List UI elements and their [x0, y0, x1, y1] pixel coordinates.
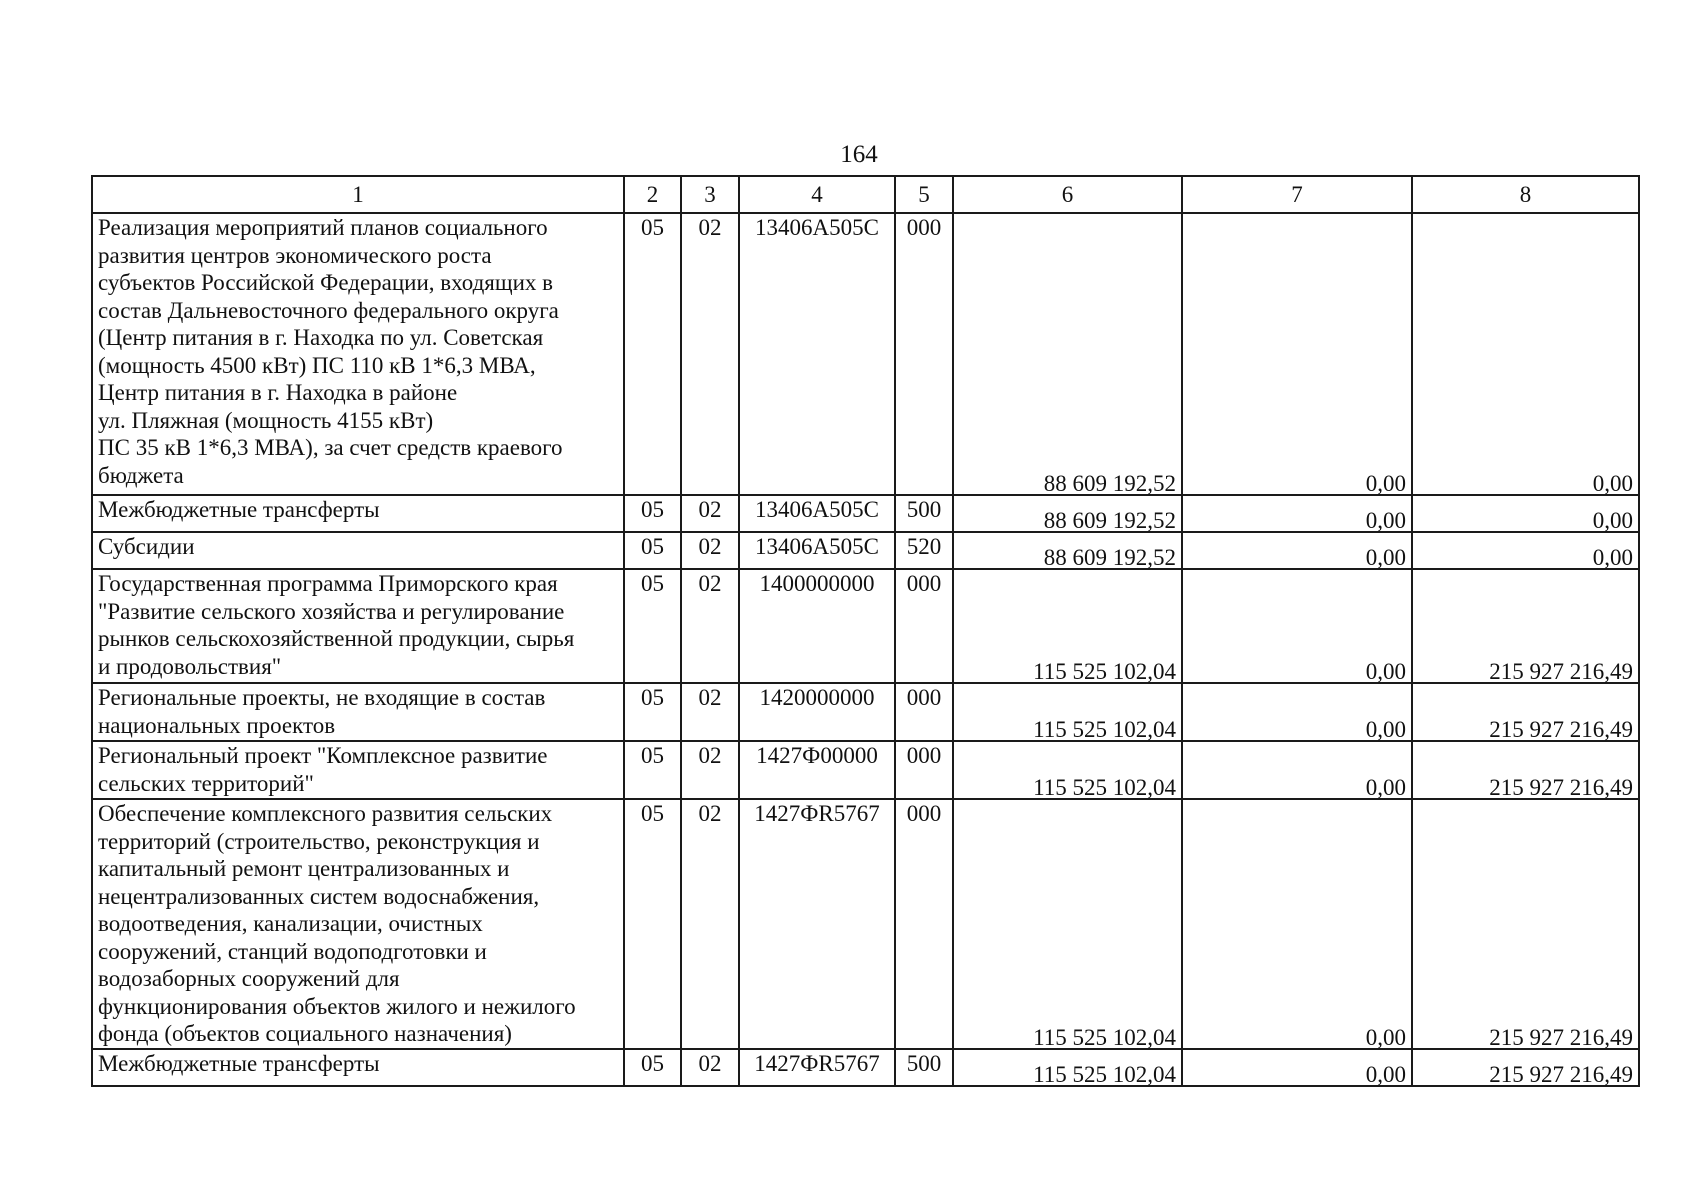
row-amount-c7 — [1182, 799, 1412, 1049]
row-name-line: Региональные проекты, не входящие в состав — [98, 685, 546, 710]
row-name-line: водозаборных сооружений для — [98, 966, 400, 991]
row-code-c3: 02 — [681, 569, 739, 683]
row-name-line: Межбюджетные трансферты — [98, 1051, 380, 1076]
row-amount-value: 115 525 102,04 — [1033, 716, 1176, 742]
col-header-2: 2 — [624, 176, 681, 213]
row-amount-value: 0,00 — [1365, 544, 1406, 570]
row-amount-c7 — [1182, 569, 1412, 683]
row-amount-c8 — [1412, 532, 1639, 569]
row-code-c4: 1400000000 — [739, 569, 895, 683]
row-amount-c8 — [1412, 213, 1639, 495]
row-code-c2: 05 — [624, 532, 681, 569]
table-row — [92, 741, 1639, 799]
row-amount-value: 0,00 — [1365, 716, 1406, 742]
row-amount-c8 — [1412, 569, 1639, 683]
row-name-cell — [92, 1049, 624, 1086]
row-amount-value: 215 927 216,49 — [1489, 774, 1633, 800]
row-name-line: (Центр питания в г. Находка по ул. Советская — [98, 325, 544, 350]
row-code-c5: 500 — [895, 495, 953, 532]
row-code-c4: 1427Ф00000 — [739, 741, 895, 799]
row-code-c5: 000 — [895, 213, 953, 495]
row-name-cell — [92, 569, 624, 683]
row-name-line: водоотведения, канализации, очистных — [98, 911, 483, 936]
row-code-c5: 000 — [895, 569, 953, 683]
row-amount-c7 — [1182, 1049, 1412, 1086]
row-code-c4: 13406A505C — [739, 213, 895, 495]
row-code-c2: 05 — [624, 569, 681, 683]
row-code-c2: 05 — [624, 495, 681, 532]
row-code-c3: 02 — [681, 1049, 739, 1086]
row-name-line: сельских территорий" — [98, 770, 314, 796]
row-name-line: национальных проектов — [98, 712, 336, 738]
row-name-line: Региональный проект "Комплексное развитие — [98, 743, 548, 768]
row-amount-value: 0,00 — [1365, 507, 1406, 533]
row-code-c3: 02 — [681, 741, 739, 799]
row-amount-c6 — [953, 495, 1182, 532]
row-name-line: "Развитие сельского хозяйства и регулирование — [98, 598, 565, 624]
row-amount-c7 — [1182, 683, 1412, 741]
row-name-line: функционирования объектов жилого и нежилого — [98, 993, 576, 1019]
row-amount-c8 — [1412, 741, 1639, 799]
row-code-c4: 13406A505C — [739, 495, 895, 532]
row-name-line: (мощность 4500 кВт) ПС 110 кВ 1*6,3 МВА, — [98, 352, 536, 378]
row-amount-value: 115 525 102,04 — [1033, 658, 1176, 684]
row-name-line: субъектов Российской Федерации, входящих в — [98, 270, 554, 295]
row-amount-value: 115 525 102,04 — [1033, 774, 1176, 800]
row-amount-value: 0,00 — [1365, 1061, 1406, 1087]
row-amount-c8 — [1412, 1049, 1639, 1086]
row-code-c5: 000 — [895, 683, 953, 741]
row-amount-c7 — [1182, 532, 1412, 569]
row-amount-c6 — [953, 799, 1182, 1049]
row-code-c2: 05 — [624, 1049, 681, 1086]
row-name-line: нецентрализованных систем водоснабжения, — [98, 883, 540, 909]
row-code-c4: 1420000000 — [739, 683, 895, 741]
row-name-cell — [92, 741, 624, 799]
col-header-6: 6 — [953, 176, 1182, 213]
row-code-c3: 02 — [681, 532, 739, 569]
row-name-cell — [92, 213, 624, 495]
row-amount-c6 — [953, 532, 1182, 569]
row-amount-c8 — [1412, 495, 1639, 532]
row-amount-c6 — [953, 213, 1182, 495]
row-name-line: территорий (строительство, реконструкция и — [98, 828, 540, 854]
table-row — [92, 799, 1639, 1049]
row-name-line: рынков сельскохозяйственной продукции, сырья — [98, 626, 575, 651]
row-amount-value: 88 609 192,52 — [1043, 507, 1176, 533]
col-header-8: 8 — [1412, 176, 1639, 213]
row-name-line: Центр питания в г. Находка в районе — [98, 380, 458, 405]
row-code-c2: 05 — [624, 213, 681, 495]
row-name-line: капитальный ремонт централизованных и — [98, 856, 510, 881]
row-amount-c8 — [1412, 683, 1639, 741]
row-amount-value: 88 609 192,52 — [1043, 544, 1176, 570]
row-amount-value: 215 927 216,49 — [1489, 716, 1633, 742]
row-name-cell — [92, 799, 624, 1049]
budget-table — [91, 175, 1640, 1087]
row-name-line: развития центров экономического роста — [98, 242, 492, 268]
table-row — [92, 569, 1639, 683]
row-amount-value: 115 525 102,04 — [1033, 1061, 1176, 1087]
row-amount-c7 — [1182, 495, 1412, 532]
row-code-c4: 1427ФR5767 — [739, 799, 895, 1049]
row-name-cell — [92, 495, 624, 532]
row-amount-c7 — [1182, 213, 1412, 495]
col-header-3: 3 — [681, 176, 739, 213]
row-code-c4: 1427ФR5767 — [739, 1049, 895, 1086]
row-name-line: Межбюджетные трансферты — [98, 497, 380, 522]
row-name-line: Реализация мероприятий планов социального — [98, 215, 548, 240]
row-amount-value: 215 927 216,49 — [1489, 658, 1633, 684]
row-name-line: и продовольствия" — [98, 653, 282, 679]
table-row — [92, 495, 1639, 532]
row-name-line: сооружений, станций водоподготовки и — [98, 938, 487, 964]
row-amount-value: 0,00 — [1592, 544, 1633, 570]
row-code-c5: 000 — [895, 741, 953, 799]
row-amount-c7 — [1182, 741, 1412, 799]
row-amount-value: 0,00 — [1592, 507, 1633, 533]
row-code-c2: 05 — [624, 741, 681, 799]
row-code-c3: 02 — [681, 495, 739, 532]
row-name-line: ул. Пляжная (мощность 4155 кВт) — [98, 407, 434, 433]
row-amount-value: 0,00 — [1592, 470, 1633, 496]
row-code-c4: 13406A505C — [739, 532, 895, 569]
row-code-c5: 520 — [895, 532, 953, 569]
row-amount-c6 — [953, 683, 1182, 741]
page-number: 164 — [840, 141, 878, 168]
col-header-4: 4 — [739, 176, 895, 213]
row-amount-c6 — [953, 741, 1182, 799]
table-body — [92, 213, 1639, 1086]
row-amount-c6 — [953, 1049, 1182, 1086]
row-name-cell — [92, 532, 624, 569]
row-name-line: Государственная программа Приморского края — [98, 571, 558, 596]
row-name-cell — [92, 683, 624, 741]
table-row — [92, 1049, 1639, 1086]
row-amount-value: 0,00 — [1365, 774, 1406, 800]
row-amount-value: 0,00 — [1365, 470, 1406, 496]
row-code-c3: 02 — [681, 683, 739, 741]
row-name-line: Субсидии — [98, 534, 195, 559]
row-code-c5: 500 — [895, 1049, 953, 1086]
header-row — [92, 176, 1639, 213]
row-name-line: состав Дальневосточного федерального округа — [98, 297, 559, 323]
row-code-c3: 02 — [681, 799, 739, 1049]
table-row — [92, 532, 1639, 569]
table-row — [92, 213, 1639, 495]
row-amount-value: 215 927 216,49 — [1489, 1061, 1633, 1087]
row-code-c3: 02 — [681, 213, 739, 495]
col-header-5: 5 — [895, 176, 953, 213]
row-amount-value: 0,00 — [1365, 1024, 1406, 1050]
row-name-line: ПС 35 кВ 1*6,3 МВА), за счет средств краевого — [98, 435, 563, 460]
col-header-7: 7 — [1182, 176, 1412, 213]
row-name-line: Обеспечение комплексного развития сельских — [98, 801, 553, 826]
row-amount-c6 — [953, 569, 1182, 683]
table-row — [92, 683, 1639, 741]
row-amount-c8 — [1412, 799, 1639, 1049]
row-amount-value: 215 927 216,49 — [1489, 1024, 1633, 1050]
row-name-line: бюджета — [98, 462, 184, 488]
row-code-c5: 000 — [895, 799, 953, 1049]
row-amount-value: 115 525 102,04 — [1033, 1024, 1176, 1050]
row-amount-value: 0,00 — [1365, 658, 1406, 684]
row-code-c2: 05 — [624, 799, 681, 1049]
row-name-line: фонда (объектов социального назначения) — [98, 1021, 512, 1046]
col-header-1: 1 — [92, 176, 624, 213]
row-amount-value: 88 609 192,52 — [1043, 470, 1176, 496]
row-code-c2: 05 — [624, 683, 681, 741]
